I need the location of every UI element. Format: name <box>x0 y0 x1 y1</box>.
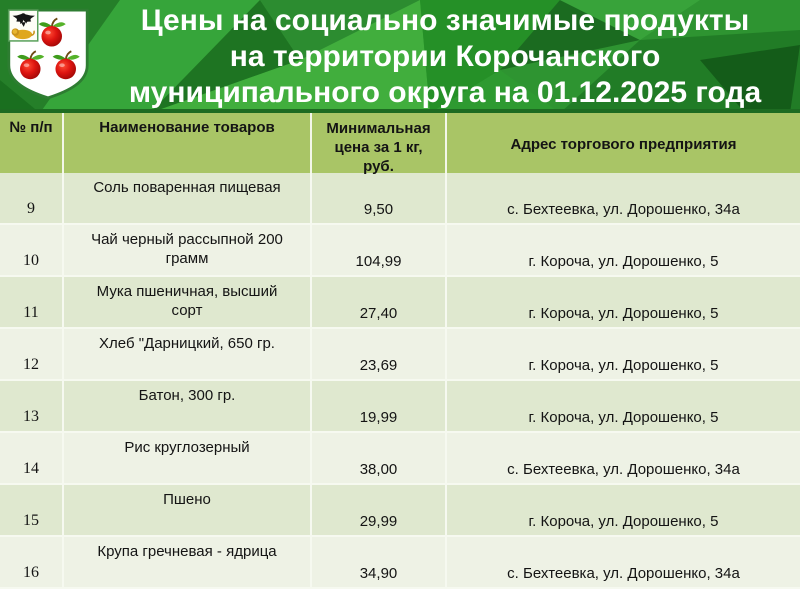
column-header-product: Наименование товаров <box>64 113 312 176</box>
address-cell: г. Короча, ул. Дорошенко, 5 <box>528 513 719 530</box>
address-cell: г. Короча, ул. Дорошенко, 5 <box>528 409 719 426</box>
price-cell: 34,90 <box>312 537 447 587</box>
row-number-cell: 11 <box>0 277 64 327</box>
product-name-cell: Соль поваренная пищевая <box>64 173 312 223</box>
title-line-3: муниципального округа на 01.12.2025 года <box>128 76 762 109</box>
product-name-cell: Батон, 300 гр. <box>64 381 312 431</box>
table-row <box>0 485 800 537</box>
row-number-cell: 15 <box>0 485 64 535</box>
table-row <box>0 277 800 329</box>
price-cell: 9,50 <box>312 173 447 223</box>
address-cell: г. Короча, ул. Дорошенко, 5 <box>528 305 719 322</box>
row-number-cell: 9 <box>0 173 64 223</box>
address-cell: с. Бехтеевка, ул. Дорошенко, 34а <box>507 461 740 478</box>
row-number-cell: 10 <box>0 225 64 275</box>
korocha-coat-of-arms <box>6 7 90 101</box>
address-cell: с. Бехтеевка, ул. Дорошенко, 34а <box>507 201 740 218</box>
price-cell: 19,99 <box>312 381 447 431</box>
price-table <box>0 113 800 589</box>
product-name-cell: Хлеб "Дарницкий, 650 гр. <box>64 329 312 379</box>
product-name-cell: Крупа гречневая - ядрица <box>64 537 312 587</box>
price-cell: 23,69 <box>312 329 447 379</box>
header-banner <box>0 0 800 113</box>
row-number-cell: 16 <box>0 537 64 587</box>
table-row <box>0 537 800 589</box>
table-row <box>0 173 800 225</box>
product-name-cell: Чай черный рассыпной 200 грамм <box>64 225 312 275</box>
product-name-cell: Рис круглозерный <box>64 433 312 483</box>
title-line-1: Цены на социально значимые продукты <box>140 4 750 37</box>
product-name-cell: Пшено <box>64 485 312 535</box>
product-name-cell: Мука пшеничная, высший сорт <box>64 277 312 327</box>
table-row <box>0 225 800 277</box>
column-header-price: Минимальная цена за 1 кг, руб. <box>312 113 447 176</box>
title-line-2: на территории Корочанского <box>229 40 661 73</box>
column-header-address: Адрес торгового предприятия <box>510 136 737 153</box>
price-cell: 29,99 <box>312 485 447 535</box>
table-header-row <box>0 113 800 173</box>
canton <box>9 10 38 41</box>
table-row <box>0 329 800 381</box>
column-header-number: № п/п <box>0 113 64 176</box>
row-number-cell: 13 <box>0 381 64 431</box>
price-cell: 27,40 <box>312 277 447 327</box>
address-cell: г. Короча, ул. Дорошенко, 5 <box>528 357 719 374</box>
table-row <box>0 433 800 485</box>
price-cell: 104,99 <box>312 225 447 275</box>
price-cell: 38,00 <box>312 433 447 483</box>
address-cell: г. Короча, ул. Дорошенко, 5 <box>528 253 719 270</box>
address-cell: с. Бехтеевка, ул. Дорошенко, 34а <box>507 565 740 582</box>
table-body <box>0 173 800 589</box>
page-title <box>92 3 798 111</box>
row-number-cell: 12 <box>0 329 64 379</box>
row-number-cell: 14 <box>0 433 64 483</box>
table-row <box>0 381 800 433</box>
